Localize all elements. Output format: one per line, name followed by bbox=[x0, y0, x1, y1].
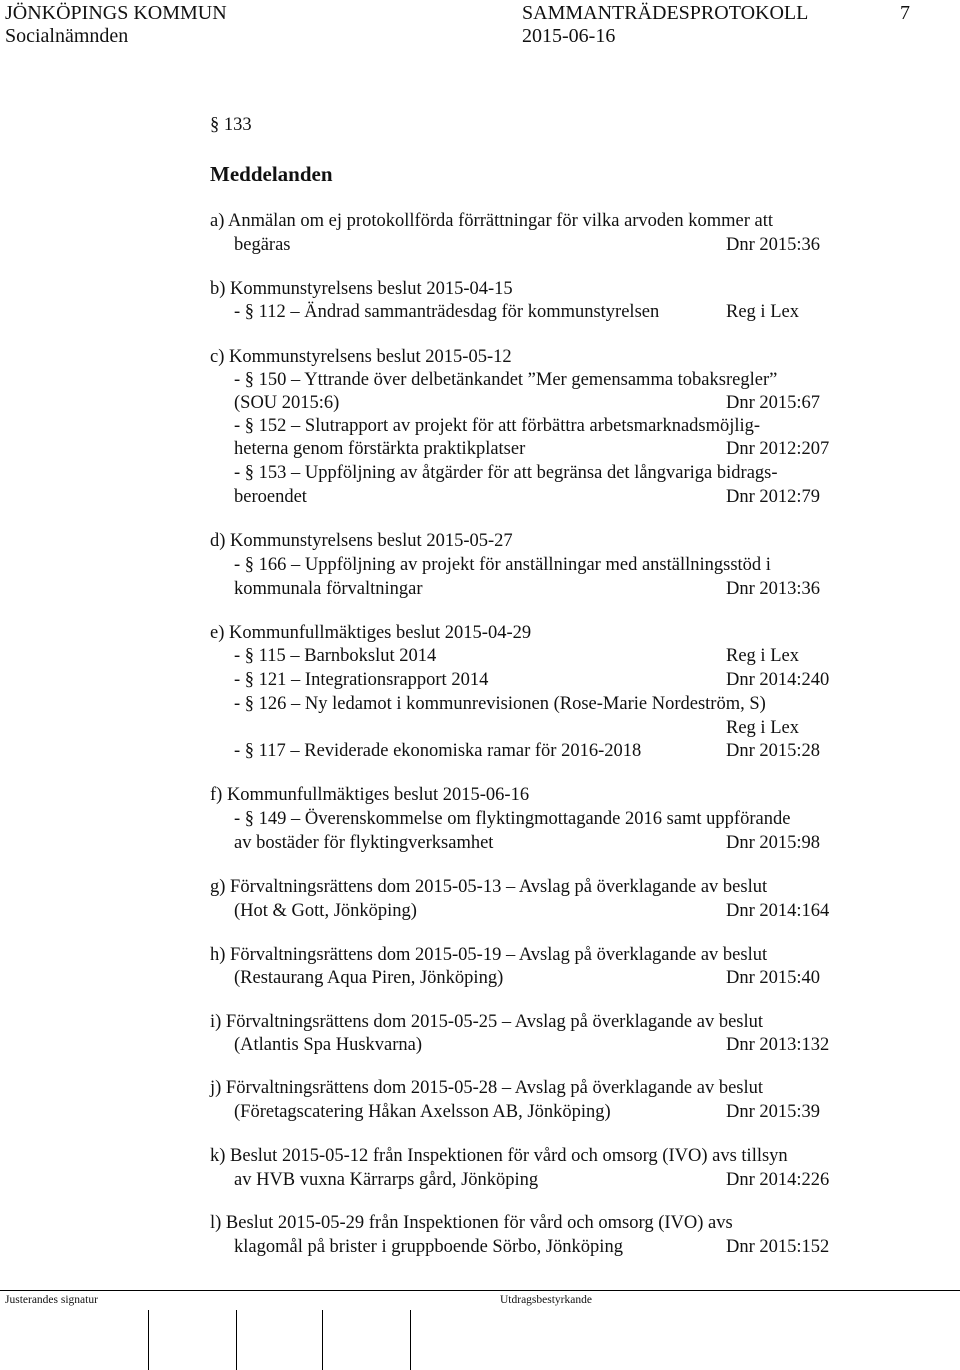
section-title: Meddelanden bbox=[210, 162, 333, 186]
item-f-line-1: f) Kommunfullmäktiges beslut 2015-06-16 bbox=[210, 785, 530, 805]
item-g-line-2: (Hot & Gott, Jönköping) bbox=[234, 901, 417, 921]
item-l-reference: Dnr 2015:152 bbox=[726, 1237, 830, 1257]
item-e-reference-1: Reg i Lex bbox=[726, 646, 799, 666]
item-b-reference: Reg i Lex bbox=[726, 302, 799, 322]
committee-name: Socialnämnden bbox=[5, 25, 129, 47]
item-f-line-3: av bostäder för flyktingverksamhet bbox=[234, 833, 494, 853]
item-g-line-1: g) Förvaltningsrättens dom 2015-05-13 – Avslag på överklagande av beslut bbox=[210, 877, 768, 897]
item-e-line-4: - § 126 – Ny ledamot i kommunrevisionen (Rose-Marie Nordeström, S) bbox=[234, 694, 766, 714]
meeting-date: 2015-06-16 bbox=[522, 25, 616, 47]
item-a-line-2: begäras bbox=[234, 235, 291, 255]
item-e-line-1: e) Kommunfullmäktiges beslut 2015-04-29 bbox=[210, 623, 532, 643]
section-number: § 133 bbox=[210, 115, 252, 135]
item-e-reference-4: Dnr 2015:28 bbox=[726, 741, 821, 761]
item-b-line-1: b) Kommunstyrelsens beslut 2015-04-15 bbox=[210, 279, 513, 299]
signature-box-divider bbox=[322, 1310, 323, 1370]
item-d-reference: Dnr 2013:36 bbox=[726, 579, 821, 599]
item-c-line-3: (SOU 2015:6) bbox=[234, 393, 340, 413]
signature-box-divider bbox=[148, 1310, 149, 1370]
item-j-reference: Dnr 2015:39 bbox=[726, 1102, 821, 1122]
item-h-line-2: (Restaurang Aqua Piren, Jönköping) bbox=[234, 968, 504, 988]
item-j-line-2: (Företagscatering Håkan Axelsson AB, Jönköping) bbox=[234, 1102, 611, 1122]
item-e-reference-3: Reg i Lex bbox=[726, 718, 799, 738]
item-c-line-6: - § 153 – Uppföljning av åtgärder för att begränsa det långvariga bidrags- bbox=[234, 463, 778, 483]
item-a-line-1: a) Anmälan om ej protokollförda förrättningar för vilka arvoden kommer att bbox=[210, 211, 774, 231]
document-type: SAMMANTRÄDESPROTOKOLL bbox=[522, 2, 809, 24]
item-f-reference: Dnr 2015:98 bbox=[726, 833, 821, 853]
item-j-line-1: j) Förvaltningsrättens dom 2015-05-28 – Avslag på överklagande av beslut bbox=[210, 1078, 764, 1098]
item-i-line-1: i) Förvaltningsrättens dom 2015-05-25 – Avslag på överklagande av beslut bbox=[210, 1012, 764, 1032]
item-c-reference-3: Dnr 2012:79 bbox=[726, 487, 821, 507]
certifier-label: Utdragsbestyrkande bbox=[500, 1294, 592, 1306]
item-d-line-3: kommunala förvaltningar bbox=[234, 579, 423, 599]
item-i-reference: Dnr 2013:132 bbox=[726, 1035, 830, 1055]
item-d-line-1: d) Kommunstyrelsens beslut 2015-05-27 bbox=[210, 531, 513, 551]
item-f-line-2: - § 149 – Överenskommelse om flyktingmottagande 2016 samt uppförande bbox=[234, 809, 791, 829]
item-c-line-1: c) Kommunstyrelsens beslut 2015-05-12 bbox=[210, 347, 512, 367]
signature-label: Justerandes signatur bbox=[5, 1294, 98, 1306]
item-k-reference: Dnr 2014:226 bbox=[726, 1170, 830, 1190]
item-e-line-3: - § 121 – Integrationsrapport 2014 bbox=[234, 670, 489, 690]
item-b-line-2: - § 112 – Ändrad sammanträdesdag för kommunstyrelsen bbox=[234, 302, 660, 322]
item-i-line-2: (Atlantis Spa Huskvarna) bbox=[234, 1035, 423, 1055]
footer-rule bbox=[0, 1290, 960, 1291]
signature-box-divider bbox=[236, 1310, 237, 1370]
item-c-line-4: - § 152 – Slutrapport av projekt för att förbättra arbetsmarknadsmöjlig- bbox=[234, 416, 761, 436]
page-number: 7 bbox=[900, 2, 910, 24]
item-h-reference: Dnr 2015:40 bbox=[726, 968, 821, 988]
item-l-line-1: l) Beslut 2015-05-29 från Inspektionen för vård och omsorg (IVO) avs bbox=[210, 1213, 733, 1233]
item-e-line-2: - § 115 – Barnbokslut 2014 bbox=[234, 646, 437, 666]
item-c-line-7: beroendet bbox=[234, 487, 307, 507]
item-c-line-2: - § 150 – Yttrande över delbetänkandet ”Mer gemensamma tobaksregler” bbox=[234, 370, 778, 390]
item-c-line-5: heterna genom förstärkta praktikplatser bbox=[234, 439, 526, 459]
item-d-line-2: - § 166 – Uppföljning av projekt för anställningar med anställningsstöd i bbox=[234, 555, 771, 575]
item-a-reference: Dnr 2015:36 bbox=[726, 235, 821, 255]
item-c-reference-1: Dnr 2015:67 bbox=[726, 393, 821, 413]
item-h-line-1: h) Förvaltningsrättens dom 2015-05-19 – Avslag på överklagande av beslut bbox=[210, 945, 768, 965]
signature-box-divider bbox=[410, 1310, 411, 1370]
item-l-line-2: klagomål på brister i gruppboende Sörbo, Jönköping bbox=[234, 1237, 623, 1257]
municipality-name: JÖNKÖPINGS KOMMUN bbox=[5, 2, 227, 24]
item-e-reference-2: Dnr 2014:240 bbox=[726, 670, 830, 690]
item-e-line-5: - § 117 – Reviderade ekonomiska ramar för 2016-2018 bbox=[234, 741, 642, 761]
item-c-reference-2: Dnr 2012:207 bbox=[726, 439, 830, 459]
item-k-line-1: k) Beslut 2015-05-12 från Inspektionen för vård och omsorg (IVO) avs tillsyn bbox=[210, 1146, 788, 1166]
item-k-line-2: av HVB vuxna Kärrarps gård, Jönköping bbox=[234, 1170, 539, 1190]
item-g-reference: Dnr 2014:164 bbox=[726, 901, 830, 921]
